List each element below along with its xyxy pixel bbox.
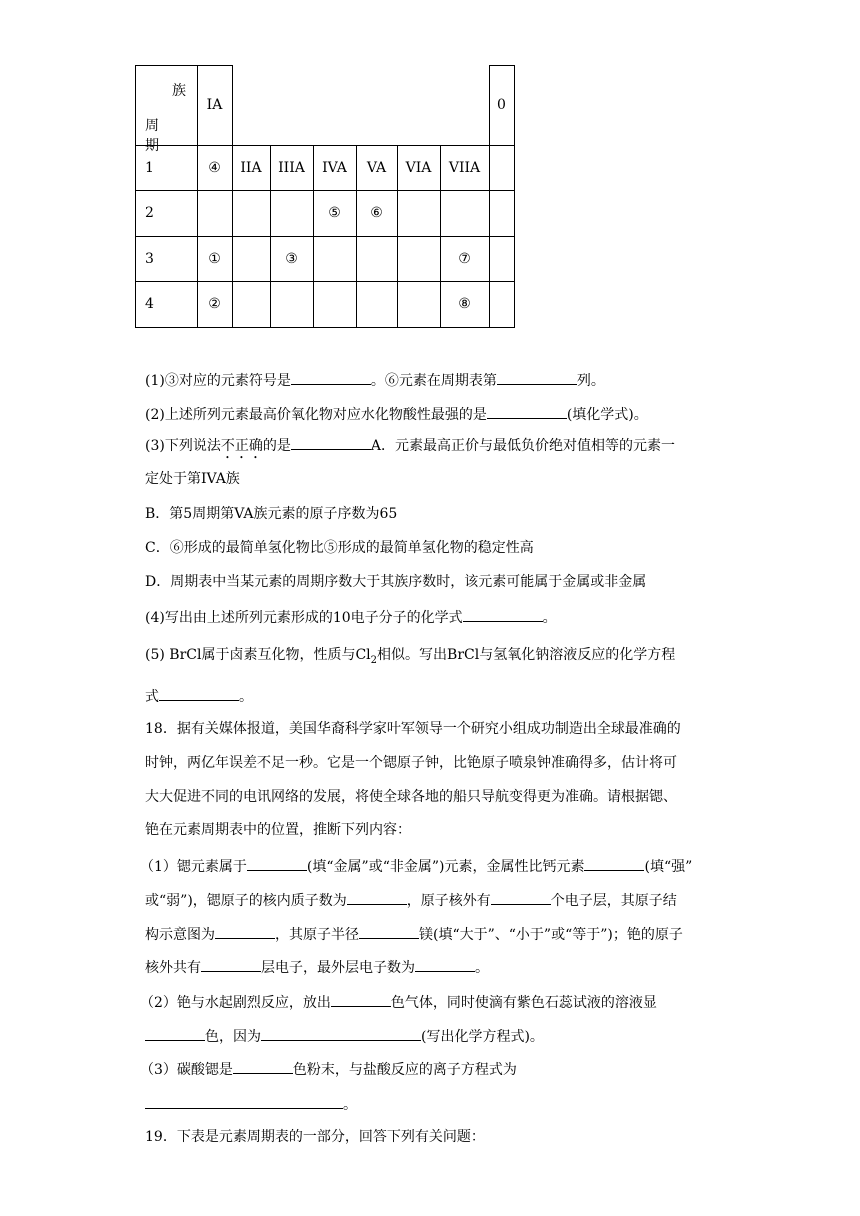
group-label-iva: IVA <box>322 159 347 176</box>
q18-sub3-line1: （3）碳酸锶是 色粉末，与盐酸反应的离子方程式为 <box>140 1059 517 1080</box>
answer-blank[interactable] <box>291 370 371 385</box>
answer-blank[interactable] <box>247 856 307 871</box>
q17-part1: (1)③对应的元素符号是 。⑥元素在周期表第 列。 <box>145 370 605 391</box>
q17-part5-cont: 式 。 <box>145 686 253 707</box>
answer-blank[interactable] <box>491 890 551 905</box>
formula-cl2: $Cl_2$ <box>355 647 378 666</box>
q18-sub1-line1: （1）锶元素属于 (填“金属”或“非金属”)元素，金属性比钙元素 (填“强” <box>140 856 692 877</box>
element-2: ② <box>208 296 221 312</box>
q17-part4: (4)写出由上述所列元素形成的10电子分子的化学式 。 <box>145 607 557 628</box>
answer-blank[interactable] <box>415 957 475 972</box>
answer-blank[interactable] <box>497 370 577 385</box>
answer-blank[interactable] <box>261 1026 421 1041</box>
q17-part5: (5) BrCl属于卤素互化物，性质与$Cl_2$相似。写出BrCl与氢氧化钠溶液反应的化学方程 <box>145 647 676 666</box>
q18-sub3-line2: 。 <box>145 1094 357 1115</box>
q18-sub2-line1: （2）铯与水起剧烈反应，放出 色气体，同时使滴有紫色石蕊试液的溶液显 <box>140 992 657 1013</box>
element-6: ⑥ <box>370 205 383 221</box>
answer-blank[interactable] <box>347 890 407 905</box>
q18-sub1-line4: 核外共有 层电子，最外层电子数为 。 <box>145 957 489 978</box>
answer-blank[interactable] <box>145 1026 205 1041</box>
answer-blank[interactable] <box>463 607 543 622</box>
answer-blank[interactable] <box>159 686 239 701</box>
element-8: ⑧ <box>458 296 471 312</box>
q17-option-d: D．周期表中当某元素的周期序数大于其族序数时，该元素可能属于金属或非金属 <box>145 574 647 590</box>
group-label-va: VA <box>366 159 387 176</box>
q17-part2: (2)上述所列元素最高价氧化物对应水化物酸性最强的是 (填化学式)。 <box>145 404 648 425</box>
q18-sub1-line3: 构示意图为 ，其原子半径 镁(填“大于”、“小于”或“等于”)；铯的原子 <box>145 924 683 945</box>
answer-blank[interactable] <box>145 1094 343 1109</box>
period-2: 2 <box>145 205 154 221</box>
element-4: ④ <box>208 159 221 176</box>
period-1: 1 <box>145 159 154 176</box>
q17-option-b: B．第5周期第VA族元素的原子序数为65 <box>145 506 398 522</box>
period-4: 4 <box>145 296 154 312</box>
answer-blank[interactable] <box>291 435 371 450</box>
header-ia: IA <box>206 97 223 113</box>
q18-intro-2: 时钟，两亿年误差不足一秒。它是一个锶原子钟，比铯原子喷泉钟准确得多，估计将可 <box>145 755 677 771</box>
q18-sub2-line2: 色，因为 (写出化学方程式)。 <box>145 1026 544 1047</box>
group-label-via: VIA <box>405 159 432 176</box>
table-corner-period: 周期 <box>145 118 159 154</box>
q18-intro-4: 铯在元素周期表中的位置，推断下列内容： <box>145 822 411 838</box>
answer-blank[interactable] <box>584 856 644 871</box>
header-zero: 0 <box>497 97 506 113</box>
element-3: ③ <box>285 250 298 267</box>
answer-blank[interactable] <box>215 924 275 939</box>
answer-blank[interactable] <box>359 924 419 939</box>
q19-intro: 19．下表是元素周期表的一部分，回答下列有关问题： <box>145 1129 485 1145</box>
group-label-iiia: IIIA <box>278 159 305 176</box>
element-7: ⑦ <box>458 250 471 267</box>
q17-part3: (3)下列说法不正确的是 A．元素最高正价与最低负价绝对值相等的元素一 <box>145 435 675 462</box>
element-5: ⑤ <box>328 205 341 221</box>
q18-sub1-line2: 或“弱”)，锶原子的核内质子数为 ，原子核外有 个电子层，其原子结 <box>145 890 677 911</box>
q18-intro-1: 18．据有关媒体报道，美国华裔科学家叶军领导一个研究小组成功制造出全球最准确的 <box>145 721 681 737</box>
answer-blank[interactable] <box>487 404 567 419</box>
emphasis-not-correct: 不正确 <box>220 438 263 454</box>
period-3: 3 <box>145 250 154 267</box>
q18-intro-3: 大大促进不同的电讯网络的发展，将使全球各地的船只导航变得更为准确。请根据锶、 <box>145 789 677 805</box>
group-label-viia: VIIA <box>448 159 481 176</box>
q17-option-c: C．⑥形成的最简单氢化物比⑤形成的最简单氢化物的稳定性高 <box>145 540 534 556</box>
answer-blank[interactable] <box>201 957 261 972</box>
element-1: ① <box>208 250 221 267</box>
answer-blank[interactable] <box>331 992 391 1007</box>
q17-part3-cont: 定处于第IVA族 <box>145 471 240 487</box>
group-label-iia: IIA <box>240 159 262 176</box>
answer-blank[interactable] <box>233 1059 293 1074</box>
table-corner-group: 族 <box>172 83 186 99</box>
